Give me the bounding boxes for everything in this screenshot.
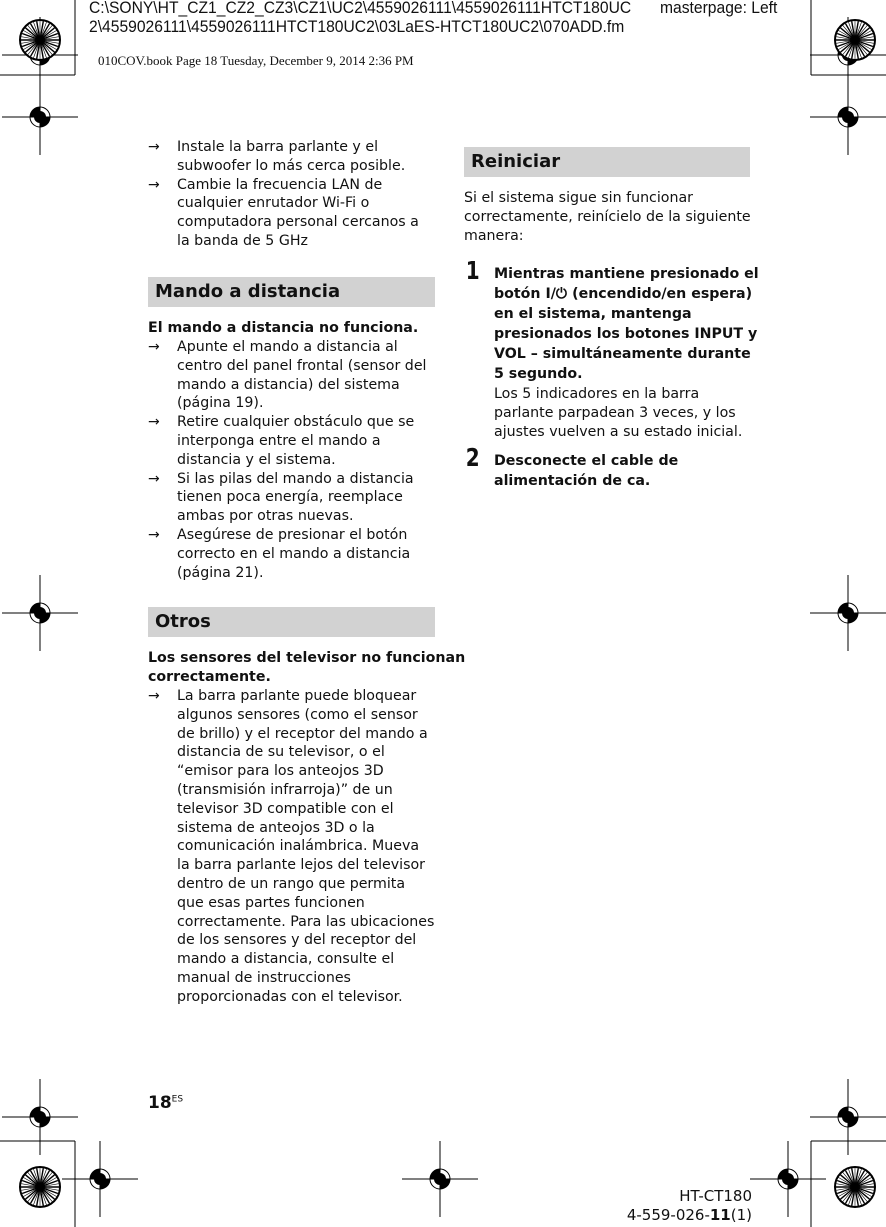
step-instruction: 5 segundo.	[494, 366, 583, 382]
crosshair-mark-icon	[62, 1141, 138, 1217]
section-heading: Otros	[148, 607, 435, 637]
bullet-text: comunicación inalámbrica. Mueva	[177, 838, 420, 855]
bullet-text: La barra parlante puede bloquear	[177, 688, 417, 704]
bullet-text: (transmisión infrarroja)” de un	[177, 782, 393, 798]
code-bold: 11	[709, 1206, 731, 1224]
starburst-mark-icon	[20, 1167, 60, 1207]
crosshair-mark-icon	[810, 1079, 886, 1155]
bullet-text: computadora personal cercanos a	[177, 214, 419, 231]
bullet-text: televisor 3D compatible con el	[177, 800, 394, 817]
step-number: 2	[465, 443, 480, 472]
crosshair-mark-icon	[2, 575, 78, 651]
arrow-bullet-icon: →	[148, 470, 160, 487]
bullet-text: (página 19).	[177, 395, 264, 412]
bullet-text: de los sensores y del receptor del	[177, 932, 417, 949]
bullet-text: correctamente. Para las ubicaciones	[177, 913, 435, 930]
bullet-text: Asegúrese de presionar el botón	[177, 527, 408, 543]
section-heading: Mando a distancia	[148, 277, 435, 307]
crosshair-mark-icon	[750, 1141, 826, 1217]
bullet-text: Retire cualquier obstáculo que se	[177, 414, 415, 431]
model-number: HT-CT180	[679, 1187, 752, 1205]
masterpage-label: masterpage: Left	[660, 0, 778, 17]
arrow-bullet-icon: →	[148, 176, 160, 193]
page-number	[148, 1093, 183, 1113]
arrow-bullet-icon: →	[148, 414, 160, 431]
step-instruction: presionados los botones INPUT y	[494, 326, 758, 342]
bullet-text: mando a distancia) del sistema	[177, 376, 400, 393]
bullet-text: centro del panel frontal (sensor del	[177, 357, 427, 374]
arrow-bullet-icon: →	[148, 527, 160, 543]
bullet-text: ambas por otras nuevas.	[177, 508, 354, 525]
file-path-line2: 2\4559026111\4559026111HTCT180UC2\03LaES-HTCT180UC2\070ADD.fm	[89, 17, 625, 36]
step-instruction: alimentación de ca.	[494, 473, 651, 489]
bullet-text: interponga entre el mando a	[177, 433, 381, 449]
bullet-text: Cambie la frecuencia LAN de	[177, 176, 383, 193]
step-instruction: Mientras mantiene presionado el	[494, 266, 759, 282]
problem-heading: correctamente.	[148, 669, 271, 685]
bullet-text: subwoofer lo más cerca posible.	[177, 157, 406, 174]
bullet-text: mando a distancia, consulte el	[177, 951, 395, 968]
starburst-mark-icon	[20, 20, 60, 60]
step-number: 1	[465, 256, 480, 285]
step-instruction: en el sistema, mantenga	[494, 306, 692, 322]
file-path-line1: C:\SONY\HT_CZ1_CZ2_CZ3\CZ1\UC2\4559026111\4559026111HTCT180UC	[89, 0, 632, 17]
bullet-text: Instale la barra parlante y el	[177, 139, 379, 155]
arrow-bullet-icon: →	[148, 339, 160, 355]
bullet-text: “emisor para los anteojos 3D	[177, 763, 384, 780]
bullet-text: (página 21).	[177, 564, 264, 581]
step-note: ajustes vuelven a su estado inicial.	[494, 423, 743, 440]
bullet-text: Apunte el mando a distancia al	[177, 339, 398, 355]
bullet-text: Si las pilas del mando a distancia	[177, 470, 414, 487]
book-info: 010COV.book Page 18 Tuesday, December 9, 2014 2:36 PM	[98, 53, 414, 68]
arrow-bullet-icon: →	[148, 139, 160, 155]
bullet-text: correcto en el mando a distancia	[177, 545, 411, 562]
doc-code	[627, 1206, 752, 1224]
step-note: Los 5 indicadores en la barra	[494, 386, 700, 402]
bullet-text: dentro de un rango que permita	[177, 876, 406, 892]
text-line: manera:	[464, 227, 524, 244]
starburst-mark-icon	[835, 1167, 875, 1207]
section-heading: Reiniciar	[464, 147, 750, 177]
arrow-bullet-icon: →	[148, 688, 160, 704]
code-prefix: 4-559-026-	[626, 1206, 710, 1224]
bullet-text: algunos sensores (como el sensor	[177, 706, 418, 723]
step-instruction: VOL – simultáneamente durante	[494, 346, 751, 362]
bullet-text: manual de instrucciones	[177, 970, 351, 986]
starburst-mark-icon	[835, 20, 875, 60]
bullet-text: sistema de anteojos 3D o la	[177, 819, 375, 836]
problem-heading: Los sensores del televisor no funcionan	[148, 650, 466, 666]
step-instruction: Desconecte el cable de	[494, 453, 679, 469]
problem-heading: El mando a distancia no funciona.	[148, 320, 419, 336]
crosshair-mark-icon	[402, 1141, 478, 1217]
page-num: 18	[148, 1093, 172, 1113]
text-line: Si el sistema sigue sin funcionar	[464, 190, 694, 206]
text-line: correctamente, reinícielo de la siguiente	[464, 208, 751, 225]
page-suffix: ES	[171, 1094, 184, 1105]
bullet-text: de brillo) y el receptor del mando a	[177, 725, 428, 742]
bullet-text: que esas partes funcionen	[177, 894, 365, 911]
bullet-text: la barra parlante lejos del televisor	[177, 857, 426, 874]
bullet-text: distancia y el sistema.	[177, 451, 336, 468]
crosshair-mark-icon	[810, 575, 886, 651]
step-note: parlante parpadean 3 veces, y los	[494, 404, 736, 421]
code-suffix: (1)	[730, 1206, 752, 1224]
bullet-text: cualquier enrutador Wi-Fi o	[177, 195, 370, 212]
bullet-text: la banda de 5 GHz	[177, 233, 308, 249]
crosshair-mark-icon	[2, 1079, 78, 1155]
bullet-text: tienen poca energía, reemplace	[177, 489, 403, 506]
bullet-text: proporcionadas con el televisor.	[177, 988, 403, 1005]
step-instruction: botón I/⏻ (encendido/en espera)	[494, 286, 753, 302]
bullet-text: distancia de su televisor, o el	[177, 744, 385, 761]
